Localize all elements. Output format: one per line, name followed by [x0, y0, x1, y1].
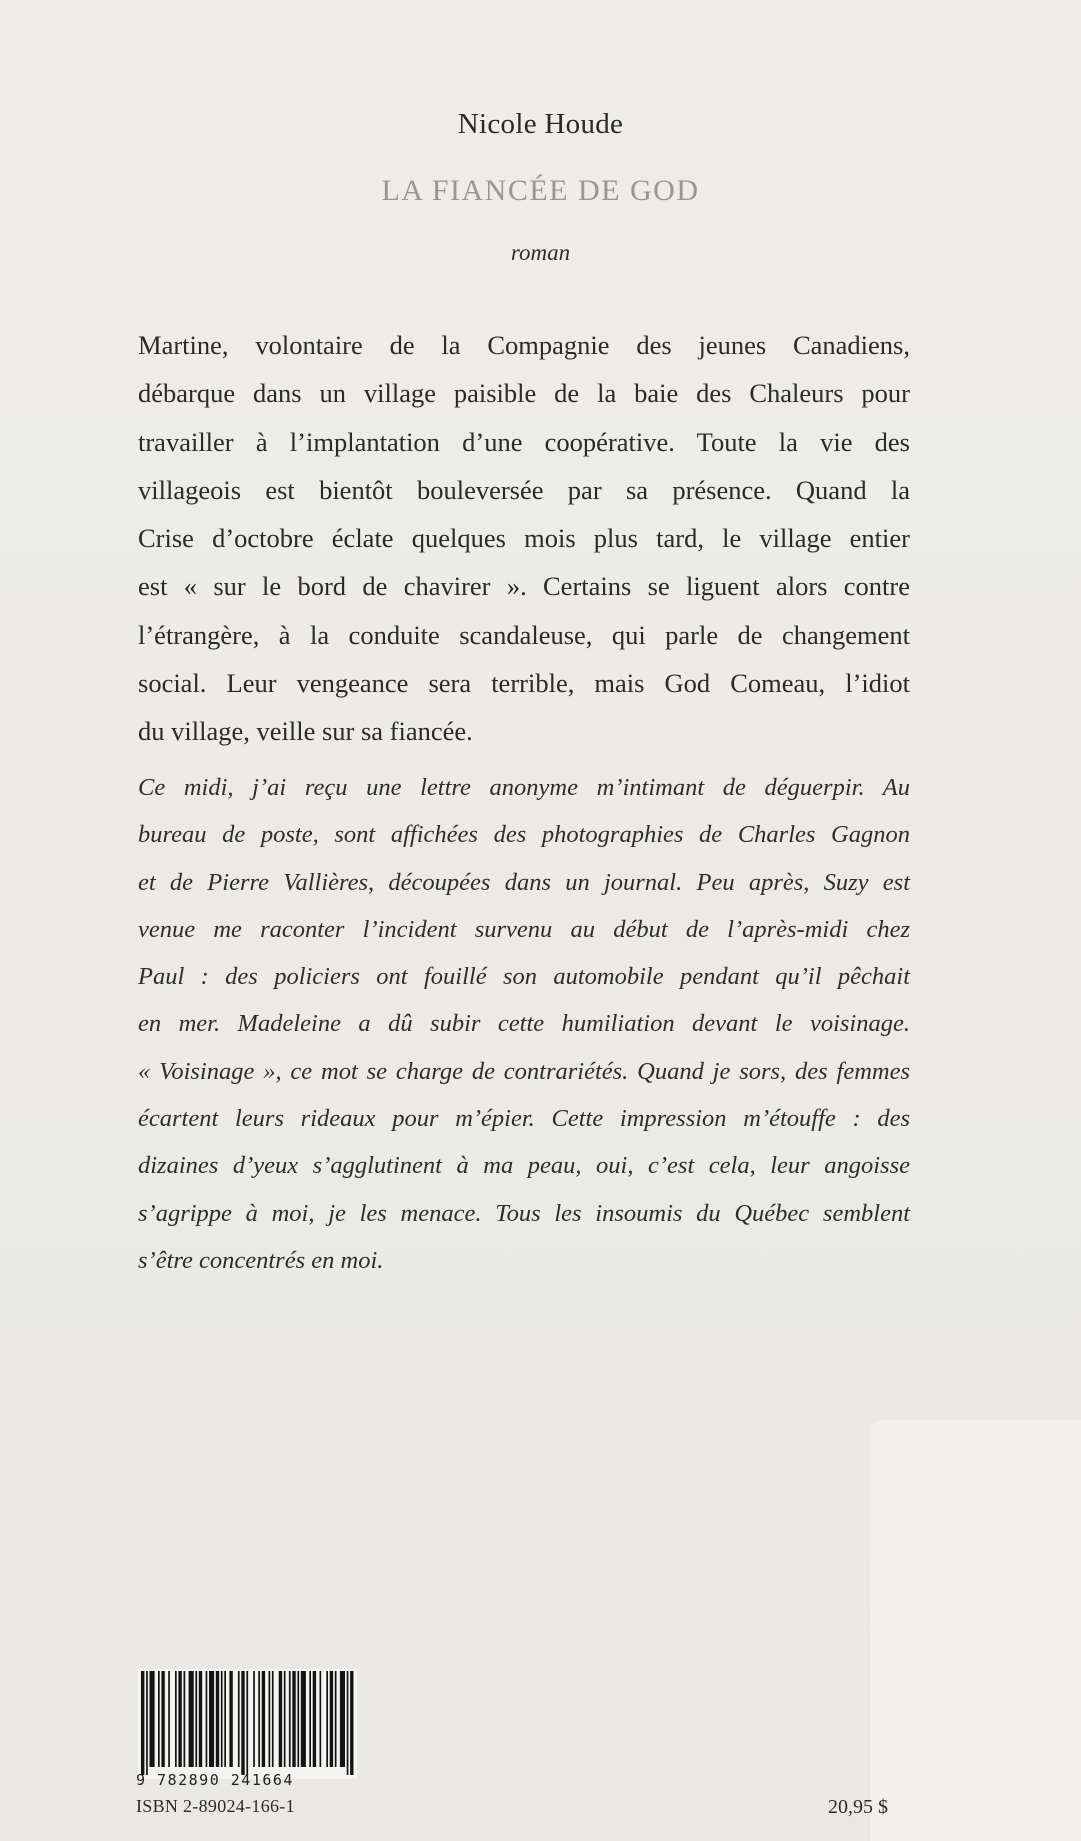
excerpt-line: dizaines d’yeux s’agglutinent à ma peau, oui, c’est cela, leur angoisse — [138, 1152, 910, 1180]
barcode-bar — [297, 1671, 299, 1767]
barcode-bar — [221, 1671, 223, 1767]
barcode-bar — [175, 1671, 177, 1767]
barcode-bar — [279, 1671, 282, 1767]
barcode-bar — [340, 1671, 345, 1767]
excerpt-line: venue me raconter l’incident survenu au début de l’après-midi chez — [138, 915, 910, 943]
excerpt-line: « Voisinage », ce mot se charge de contrariétés. Quand je sors, des femmes — [138, 1057, 910, 1085]
barcode-bar — [269, 1671, 271, 1767]
book-title: LA FIANCÉE DE GOD — [381, 174, 700, 207]
barcode-bar — [330, 1671, 333, 1767]
barcode-bar — [313, 1671, 316, 1767]
barcode-bar — [326, 1671, 328, 1767]
summary-line: débarque dans un village paisible de la baie des Chaleurs pour — [138, 378, 910, 409]
summary-line: social. Leur vengeance sera terrible, mais God Comeau, l’idiot — [138, 668, 910, 699]
barcode-bar — [229, 1671, 232, 1767]
barcode-bar — [258, 1671, 260, 1767]
barcode — [137, 1664, 357, 1784]
summary-line: Crise d’octobre éclate quelques mois plus tard, le village entier — [138, 523, 910, 554]
barcode-bar — [158, 1671, 160, 1767]
barcode-bar — [292, 1671, 295, 1767]
barcode-bar — [289, 1671, 291, 1767]
barcode-bar — [206, 1671, 208, 1767]
excerpt-line: bureau de poste, sont affichées des photographies de Charles Gagnon — [138, 821, 910, 849]
excerpt-paragraph — [138, 764, 910, 1284]
summary-paragraph — [138, 321, 910, 756]
barcode-bar — [253, 1671, 255, 1767]
excerpt-line: s’être concentrés en moi. — [138, 1246, 384, 1274]
barcode-bar — [238, 1671, 240, 1767]
barcode-bar — [301, 1671, 306, 1767]
barcode-bar — [150, 1671, 155, 1767]
barcode-bar — [161, 1671, 164, 1767]
barcode-bar — [284, 1671, 286, 1767]
excerpt-line: Ce midi, j’ai reçu une lettre anonyme m’intimant de déguerpir. Au — [138, 774, 910, 801]
summary-line: Martine, volontaire de la Compagnie des jeunes Canadiens, — [138, 330, 910, 360]
barcode-bar — [216, 1671, 219, 1767]
excerpt-line: écartent leurs rideaux pour m’épier. Cette impression m’étouffe : des — [138, 1105, 910, 1133]
summary-line: l’étrangère, à la conduite scandaleuse, qui parle de changement — [138, 619, 910, 650]
excerpt-line: et de Pierre Vallières, découpées dans un journal. Peu après, Suzy est — [138, 868, 910, 896]
barcode-bar — [189, 1671, 194, 1767]
barcode-bar — [241, 1671, 244, 1775]
excerpt-line: en mer. Madeleine a dû subir cette humiliation devant le voisinage. — [138, 1010, 910, 1038]
isbn-number: ISBN 2-89024-166-1 — [136, 1796, 295, 1816]
barcode-bar — [141, 1671, 144, 1775]
barcode-bar — [195, 1671, 197, 1767]
barcode-bar — [168, 1671, 170, 1767]
barcode-bar — [320, 1671, 322, 1767]
summary-line: du village, veille sur sa fiancée. — [138, 716, 473, 747]
barcode-bar — [272, 1671, 274, 1767]
barcode-bar — [184, 1671, 186, 1767]
summary-line: est « sur le bord de chavirer ». Certains se liguent alors contre — [138, 571, 910, 602]
barcode-bar — [347, 1671, 349, 1775]
excerpt-line: Paul : des policiers ont fouillé son automobile pendant qu’il pêchait — [138, 963, 910, 991]
barcode-digits: 9 782890 241664 — [136, 1771, 294, 1789]
background-light-patch — [870, 1420, 1081, 1841]
barcode-bar — [262, 1671, 265, 1767]
genre-label: roman — [510, 240, 571, 265]
barcode-bar — [224, 1671, 226, 1767]
barcode-bar — [146, 1671, 148, 1775]
barcode-bar — [246, 1671, 248, 1775]
summary-line: travailler à l’implantation d’une coopérative. Toute la vie des — [138, 426, 910, 457]
barcode-bar — [350, 1671, 353, 1775]
barcode-bar — [199, 1671, 202, 1767]
barcode-bar — [178, 1671, 181, 1767]
barcode-bar — [309, 1671, 311, 1767]
barcode-bar — [209, 1671, 214, 1767]
price-label: 20,95 $ — [828, 1796, 888, 1818]
excerpt-line: s’agrippe à moi, je les menace. Tous les insoumis du Québec semblent — [138, 1199, 910, 1227]
summary-line: villageois est bientôt bouleversée par sa présence. Quand la — [138, 474, 910, 505]
author-name: Nicole Houde — [457, 108, 624, 140]
barcode-bar — [335, 1671, 337, 1767]
